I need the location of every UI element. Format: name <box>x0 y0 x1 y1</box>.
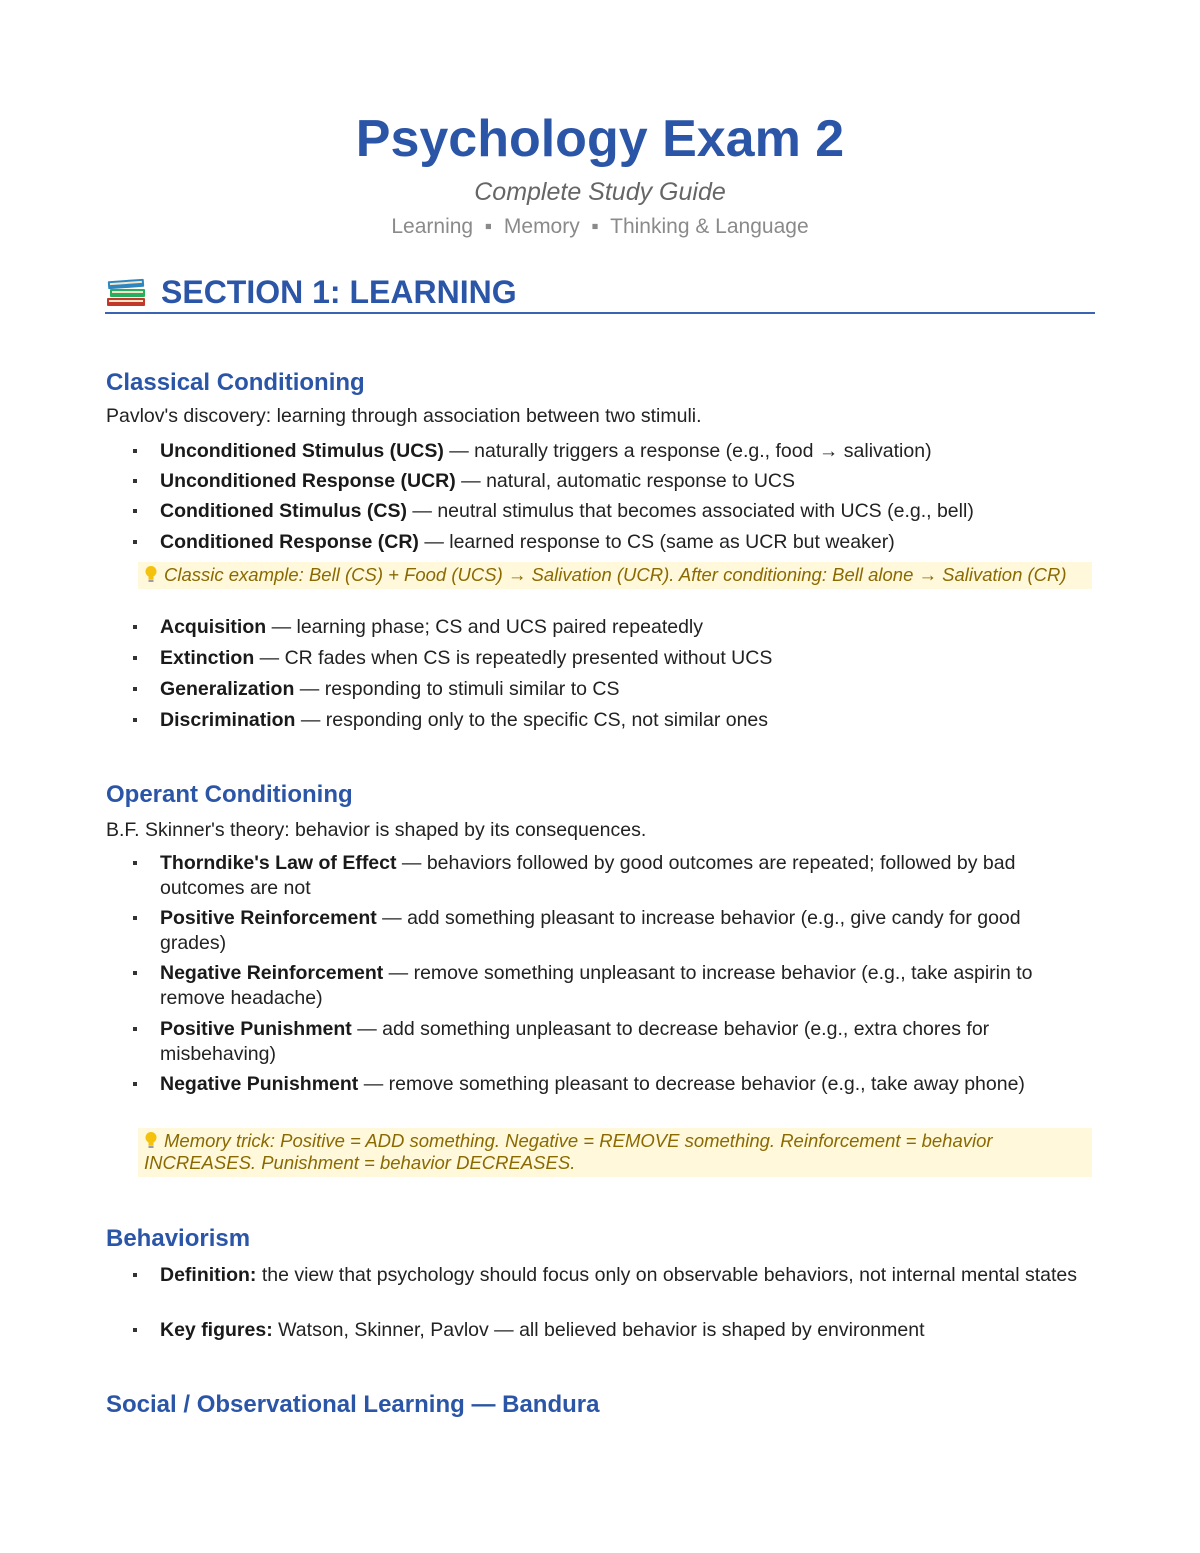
list-item: Key figures: Watson, Skinner, Pavlov — all believed behavior is shaped by environment <box>160 1318 1090 1343</box>
list-item: Conditioned Stimulus (CS) — neutral stimulus that becomes associated with UCS (e.g., bell) <box>160 499 1090 524</box>
operant-conditioning-heading: Operant Conditioning <box>106 781 353 808</box>
list-item: Negative Punishment — remove something pleasant to decrease behavior (e.g., take away phone) <box>160 1072 1090 1097</box>
document-subtitle: Complete Study Guide <box>474 178 726 206</box>
social-learning-heading: Social / Observational Learning — Bandura <box>106 1391 600 1418</box>
document-title: Psychology Exam 2 <box>355 110 845 168</box>
books-icon <box>105 276 149 308</box>
topics-line: Learning ▪ Memory ▪ Thinking & Language <box>391 215 809 238</box>
list-item: Unconditioned Response (UCR) — natural, automatic response to UCS <box>160 469 1090 494</box>
lightbulb-icon <box>144 1131 158 1149</box>
list-item: Thorndike's Law of Effect — behaviors followed by good outcomes are repeated; followed by bad outcomes are not <box>160 851 1090 900</box>
list-item: Generalization — responding to stimuli similar to CS <box>160 677 1090 702</box>
list-item: Negative Reinforcement — remove something unpleasant to increase behavior (e.g., take aspirin to remove headache) <box>160 961 1090 1010</box>
section-1-title: SECTION 1: LEARNING <box>161 274 517 310</box>
list-item: Extinction — CR fades when CS is repeatedly presented without UCS <box>160 646 1090 671</box>
list-item: Positive Reinforcement — add something pleasant to increase behavior (e.g., give candy for good grades) <box>160 906 1090 955</box>
classical-intro: Pavlov's discovery: learning through association between two stimuli. <box>106 405 702 427</box>
operant-intro: B.F. Skinner's theory: behavior is shaped by its consequences. <box>106 819 647 841</box>
list-item: Positive Punishment — add something unpleasant to decrease behavior (e.g., extra chores for misbehaving) <box>160 1017 1090 1066</box>
tip-callout: Classic example: Bell (CS) + Food (UCS) → Salivation (UCR). After conditioning: Bell alone → Salivation (CR) <box>138 562 1092 589</box>
list-item: Acquisition — learning phase; CS and UCS paired repeatedly <box>160 615 1090 640</box>
behaviorism-heading: Behaviorism <box>106 1225 251 1252</box>
classical-conditioning-heading: Classical Conditioning <box>106 369 365 396</box>
list-item: Unconditioned Stimulus (UCS) — naturally triggers a response (e.g., food → salivation) <box>160 439 1090 464</box>
list-item: Discrimination — responding only to the specific CS, not similar ones <box>160 708 1090 733</box>
list-item: Conditioned Response (CR) — learned response to CS (same as UCR but weaker) <box>160 530 1090 555</box>
tip-callout: Memory trick: Positive = ADD something. Negative = REMOVE something. Reinforcement = behavior INCREASES. Punishment = behavior DECREASES. <box>138 1128 1092 1177</box>
list-item: Definition: the view that psychology should focus only on observable behaviors, not internal mental states <box>160 1263 1090 1288</box>
lightbulb-icon <box>144 565 158 583</box>
section-1-heading <box>105 272 1095 314</box>
